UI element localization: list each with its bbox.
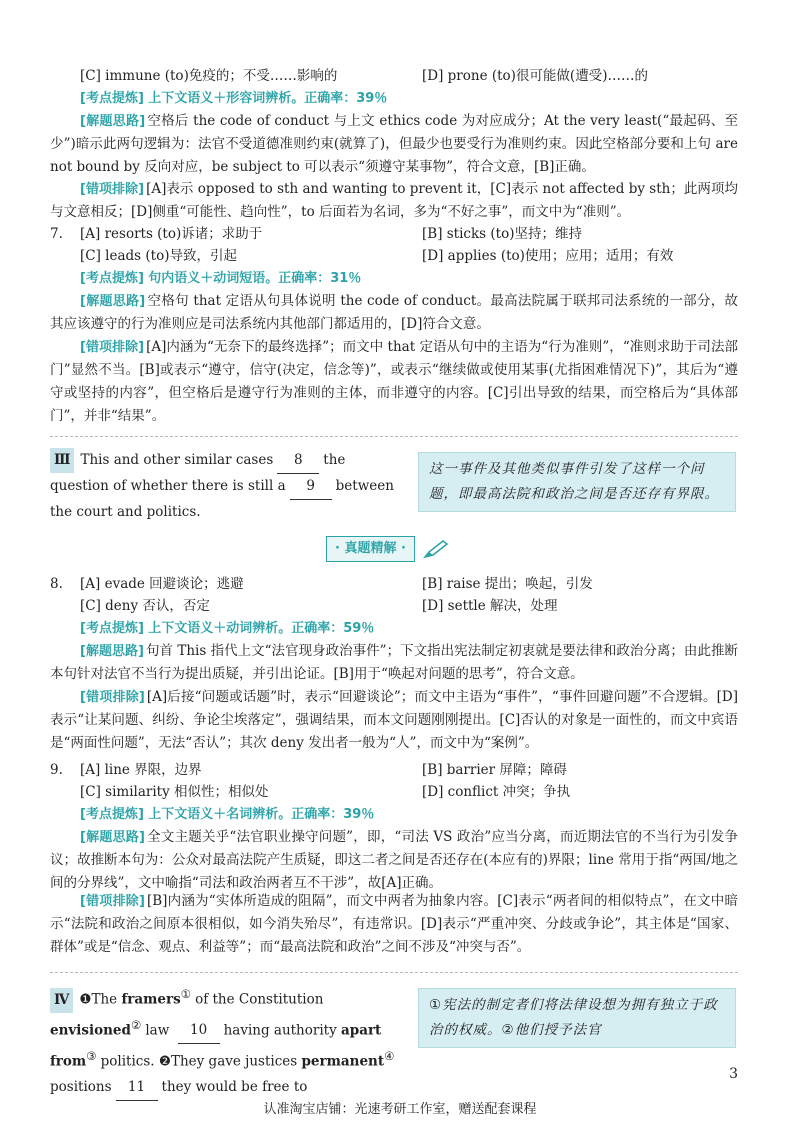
passage-3-translation: 这一事件及其他类似事件引发了这样一个问题，即最高法院和政治之间是否还存有界限。 [418,452,736,512]
divider [50,972,738,973]
q9-option-a: [A] line 界限，边界 [80,762,202,778]
passage-4-numeral: Ⅳ [50,988,73,1013]
q9-wrong-options: [错项排除] [B]内涵为“实体所造成的阻隔”，而文中两者为抽象内容。[C]表示“两者间的相似特点”，在文中暗示“法院和政治之间原本很相似，如今消失殆尽”，有违常识。[D]表示“严重冲突、分歧或争论”，其主体是“国家、群体”或是“信念、观点、利益等”；而“最高法院和政治”之间不涉及“冲突与否”。 [50,893,738,955]
q7-tip: [考点提炼] 句内语义＋动词短语。正确率：31％ [80,271,362,286]
q6-wrong-options: [错项排除] [A]表示 opposed to sth and wanting to prevent it，[C]表示 not affected by sth；此两项均与文意相反；[D]侧重“可能性、趋向性”，to 后面若为名词，多为“不好之事”，而文中为“准则”。 [50,181,738,220]
q7-solution: [解题思路] 空格句 that 定语从句具体说明 the code of conduct。最高法院属于联邦司法系统的一部分，故其应该遵守的行为准则应是司法系统内其他部门都适用的，[D]符合文意。 [50,293,738,332]
divider [50,436,738,437]
q6-solution: [解题思路] 空格后 the code of conduct 与上文 ethics code 为对应成分；At the very least(“最起码、至少”)暗示此两句逻辑为：法官不受道德准则约束(就算了)，但最少也要受行为准则约束。因此空格部分要和上句 are not bound by 反向对应，be subject to 可以表示“须遵守某事物”，符合文意，[B]正确。 [50,113,738,175]
q8-solution: [解题思路] 句首 This 指代上文“法官现身政治事件”；下文指出宪法制定初衷就是要法律和政治分离；由此推断本句针对法官不当行为提出质疑，并引出论证。[B]用于“唤起对问题的思考”，符合文意。 [50,643,738,682]
q9-tip: [考点提炼] 上下文语义＋名词辨析。正确率：39％ [80,807,375,822]
q7-option-a: [A] resorts (to)诉诸；求助于 [80,226,263,242]
blank-11: 11 [116,1075,158,1101]
passage-4-translation: ①宪法的制定者们将法律设想为拥有独立于政治的权威。②他们授予法官 [418,988,736,1048]
passage-4: Ⅳ ❶The framers① of the Constitution envisioned② law 10 having authority apart from③ politics. ❷They gave justices permanent④ positions 11 they would be free to [50,982,402,1101]
q6-tip: [考点提炼] 上下文语义＋形容词辨析。正确率：39％ [80,91,388,106]
q6-option-c: [C] immune (to)免疫的；不受……影响的 [80,68,338,84]
q8-number: 8. [50,576,63,592]
q8-option-c: [C] deny 否认，否定 [80,598,210,614]
blank-10: 10 [178,1018,220,1044]
footer-note: 认准淘宝店铺：光速考研工作室，赠送配套课程 [263,1102,537,1117]
blank-8: 8 [277,448,319,474]
passage-3: Ⅲ This and other similar cases 8 the question of whether there is still a 9 between the court and politics. [50,448,402,525]
q6-option-d: [D] prone (to)很可能做(遭受)……的 [422,68,648,84]
q7-wrong-options: [错项排除] [A]内涵为“无奈下的最终选择”；而文中 that 定语从句中的主语为“行为准则”，“准则求助于司法部门”显然不当。[B]或表示“遵守，信守(决定，信念等)”，或表示“继续做或使用某事(尤指困难情况下)”，其后为“遵守或坚持的内容”，但空格后是遵守行为准则的主体，而非遵守的内容。[C]引出导致的结果，而空格后为“具体部门”，并非“结果”。 [50,339,738,424]
q8-tip: [考点提炼] 上下文语义＋动词辨析。正确率：59％ [80,621,375,636]
q7-option-c: [C] leads (to)导致，引起 [80,248,237,264]
q8-wrong-options: [错项排除] [A]后接“问题或话题”时，表示“回避谈论”；而文中主语为“事件”，“事件回避问题”不合逻辑。[D]表示“让某问题、纠纷、争论尘埃落定”，强调结果，而本文问题刚刚提出。[C]否认的对象是一面性的，而文中宾语是“两面性问题”，无法“否认”；其次 deny 发出者一般为“人”，而文中为“案例”。 [50,689,738,751]
q8-option-a: [A] evade 回避谈论；逃避 [80,576,244,592]
q7-option-b: [B] sticks (to)坚持；维持 [422,226,582,242]
q7-option-d: [D] applies (to)使用；应用；适用；有效 [422,248,674,264]
q9-option-d: [D] conflict 冲突；争执 [422,784,571,800]
passage-3-numeral: Ⅲ [50,448,74,473]
q8-option-d: [D] settle 解决，处理 [422,598,558,614]
q7-number: 7. [50,226,63,242]
blank-9: 9 [290,474,332,500]
q9-solution: [解题思路] 全文主题关乎“法官职业操守问题”，即，“司法 VS 政治”应当分离，而近期法官的不当行为引发争议；故推断本句为：公众对最高法院产生质疑，即这二者之间是否还存在(本应有的)界限；line 常用于指“两国/地之间的分界线”，文中喻指“司法和政治两者互不干涉”，故[A]正确。 [50,829,739,891]
q9-number: 9. [50,762,63,778]
section-heading: · 真题精解 · [326,536,449,560]
page-number: 3 [729,1066,738,1082]
q9-option-c: [C] similarity 相似性；相似处 [80,784,269,800]
pen-icon [423,539,449,559]
q8-option-b: [B] raise 提出；唤起，引发 [422,576,593,592]
q9-option-b: [B] barrier 屏障；障碍 [422,762,567,778]
